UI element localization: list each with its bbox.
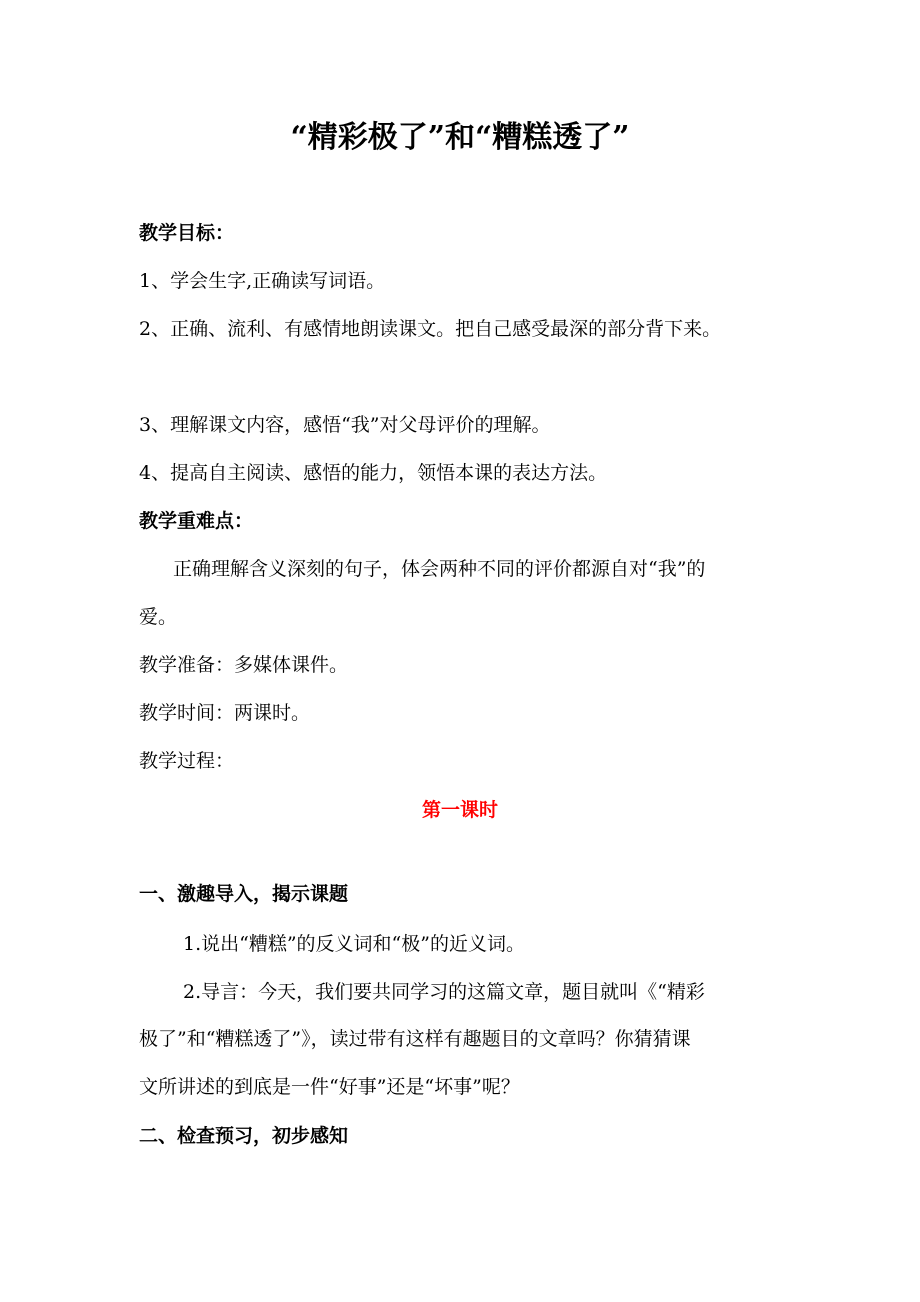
objective-item: 4、提高自主阅读、感悟的能力，领悟本课的表达方法。 bbox=[139, 462, 608, 484]
time-text: 教学时间：两课时。 bbox=[139, 702, 311, 724]
section-heading: 一、激趣导入，揭示课题 bbox=[139, 883, 349, 905]
process-heading: 教学过程： bbox=[139, 750, 235, 772]
key-points-heading: 教学重难点： bbox=[139, 510, 254, 532]
key-points-line: 爱。 bbox=[139, 606, 178, 628]
objective-item: 3、理解课文内容，感悟“我”对父母评价的理解。 bbox=[139, 414, 551, 436]
document-title: “精彩极了”和“糟糕透了” bbox=[290, 120, 630, 155]
lesson-heading: 第一课时 bbox=[421, 799, 498, 821]
objective-item: 1、学会生字,正确读写词语。 bbox=[139, 270, 386, 292]
key-points-line: 正确理解含义深刻的句子，体会两种不同的评价都源自对“我”的 bbox=[173, 558, 706, 580]
objectives-heading: 教学目标： bbox=[139, 222, 235, 244]
section-item-line: 2.导言：今天，我们要共同学习的这篇文章，题目就叫《“精彩 bbox=[183, 981, 705, 1003]
section-item-line: 文所讲述的到底是一件“好事”还是“坏事”呢？ bbox=[139, 1076, 520, 1098]
objective-item: 2、正确、流利、有感情地朗读课文。把自己感受最深的部分背下来。 bbox=[139, 318, 722, 340]
section-item: 1.说出“糟糕”的反义词和“极”的近义词。 bbox=[183, 933, 525, 955]
section-heading: 二、检查预习，初步感知 bbox=[139, 1125, 349, 1147]
preparation-text: 教学准备：多媒体课件。 bbox=[139, 654, 349, 676]
section-item-line: 极了”和“糟糕透了”》，读过带有这样有趣题目的文章吗？你猜猜课 bbox=[139, 1028, 691, 1050]
